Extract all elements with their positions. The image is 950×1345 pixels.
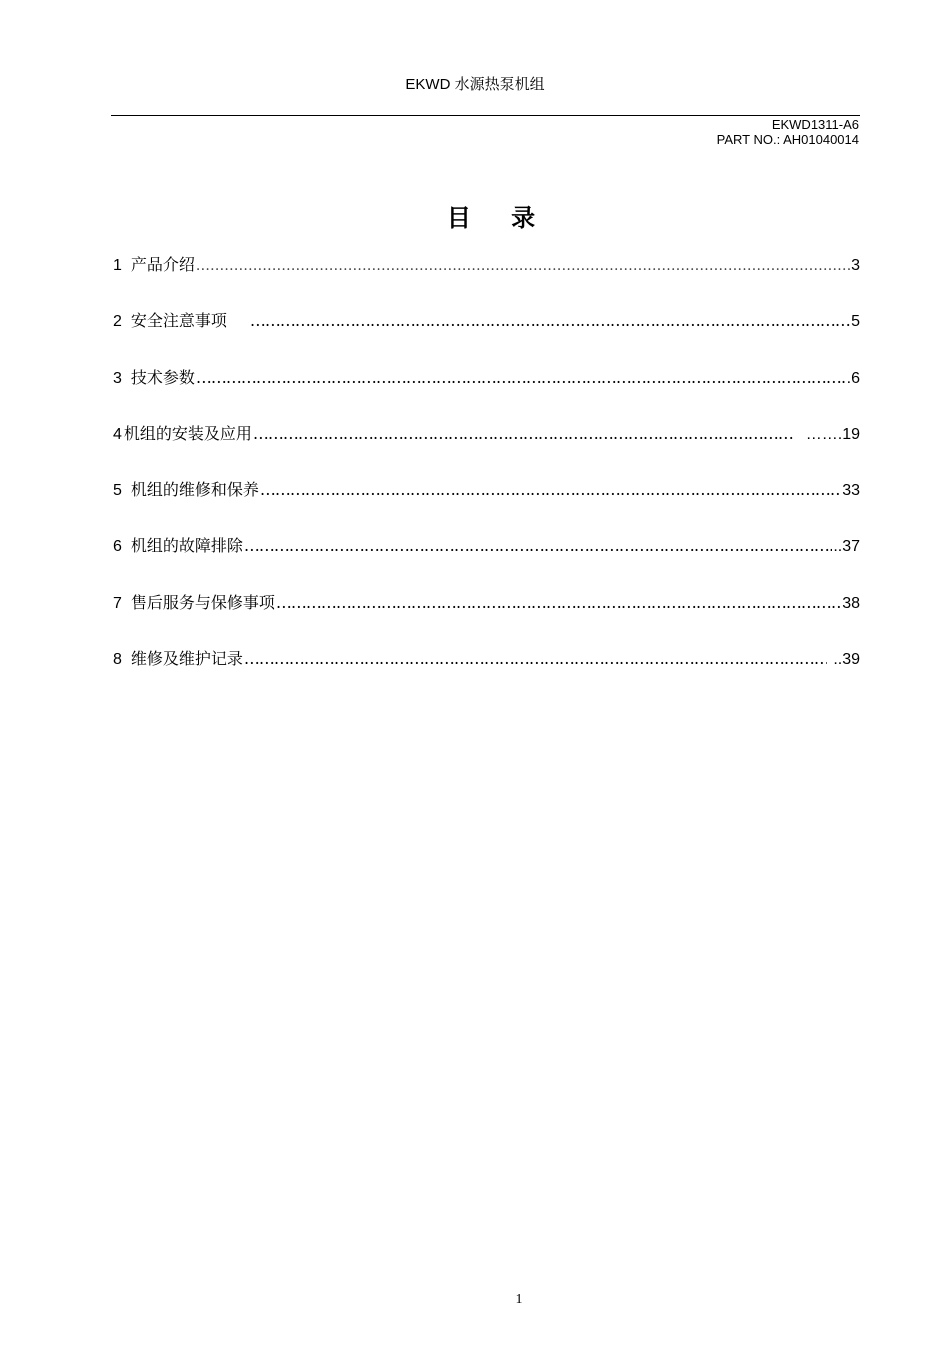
toc-entry-6[interactable]: [113, 534, 860, 558]
header-rule: [111, 115, 860, 116]
toc-dot-leader: [253, 422, 794, 446]
toc-title: 目 录: [446, 204, 552, 232]
toc-entry-title: 维修及维护记录: [130, 649, 243, 669]
toc-entry-page: 3: [851, 257, 860, 274]
toc-entry-number: 4: [113, 425, 122, 443]
toc-entry-1[interactable]: [113, 253, 860, 277]
table-of-contents: [113, 253, 860, 703]
toc-entry-number: 5: [113, 482, 122, 500]
page-number: 1: [515, 1292, 523, 1307]
toc-entry-page: 38: [842, 594, 860, 612]
toc-dot-leader: [244, 647, 827, 671]
toc-dot-leader: [244, 534, 832, 558]
toc-entry-page: ..39: [833, 651, 860, 669]
toc-entry-title: 产品介绍: [130, 255, 195, 274]
toc-dot-leader: [196, 366, 846, 390]
toc-entry-page: …….19: [805, 425, 860, 443]
toc-entry-8[interactable]: [113, 647, 860, 671]
document-code: EKWD1311-A6: [771, 117, 859, 132]
toc-entry-2[interactable]: [113, 309, 860, 333]
toc-entry-3[interactable]: [113, 366, 860, 390]
toc-entry-title: 技术参数: [130, 367, 195, 387]
toc-dot-leader: [196, 253, 850, 277]
toc-entry-page: 33: [842, 482, 860, 500]
toc-dot-leader: [250, 309, 850, 333]
toc-entry-number: 3: [113, 369, 122, 387]
toc-entry-number: 6: [113, 538, 122, 556]
part-number: PART NO.: AH01040014: [716, 132, 859, 147]
toc-entry-5[interactable]: [113, 478, 860, 502]
toc-dot-leader: [276, 591, 841, 615]
toc-entry-page: .6: [846, 369, 860, 387]
toc-entry-title: 机组的故障排除: [130, 536, 243, 556]
toc-entry-number: 2: [113, 313, 122, 331]
toc-entry-7[interactable]: [113, 591, 860, 615]
toc-entry-page: ..37: [833, 538, 860, 556]
toc-entry-title: 机组的维修和保养: [130, 480, 259, 500]
toc-entry-number: 7: [113, 594, 122, 612]
document-codes: [717, 117, 859, 147]
toc-entry-number: 1: [113, 257, 122, 274]
toc-entry-number: 8: [113, 651, 122, 669]
toc-entry-4[interactable]: [113, 422, 860, 446]
toc-entry-title: 安全注意事项: [130, 311, 227, 331]
toc-entry-title: 机组的安装及应用: [123, 423, 252, 443]
toc-dot-leader: [260, 478, 841, 502]
running-header: EKWD 水源热泵机组: [405, 76, 545, 93]
toc-entry-title: 售后服务与保修事项: [130, 592, 275, 612]
toc-entry-page: 5: [851, 313, 860, 331]
